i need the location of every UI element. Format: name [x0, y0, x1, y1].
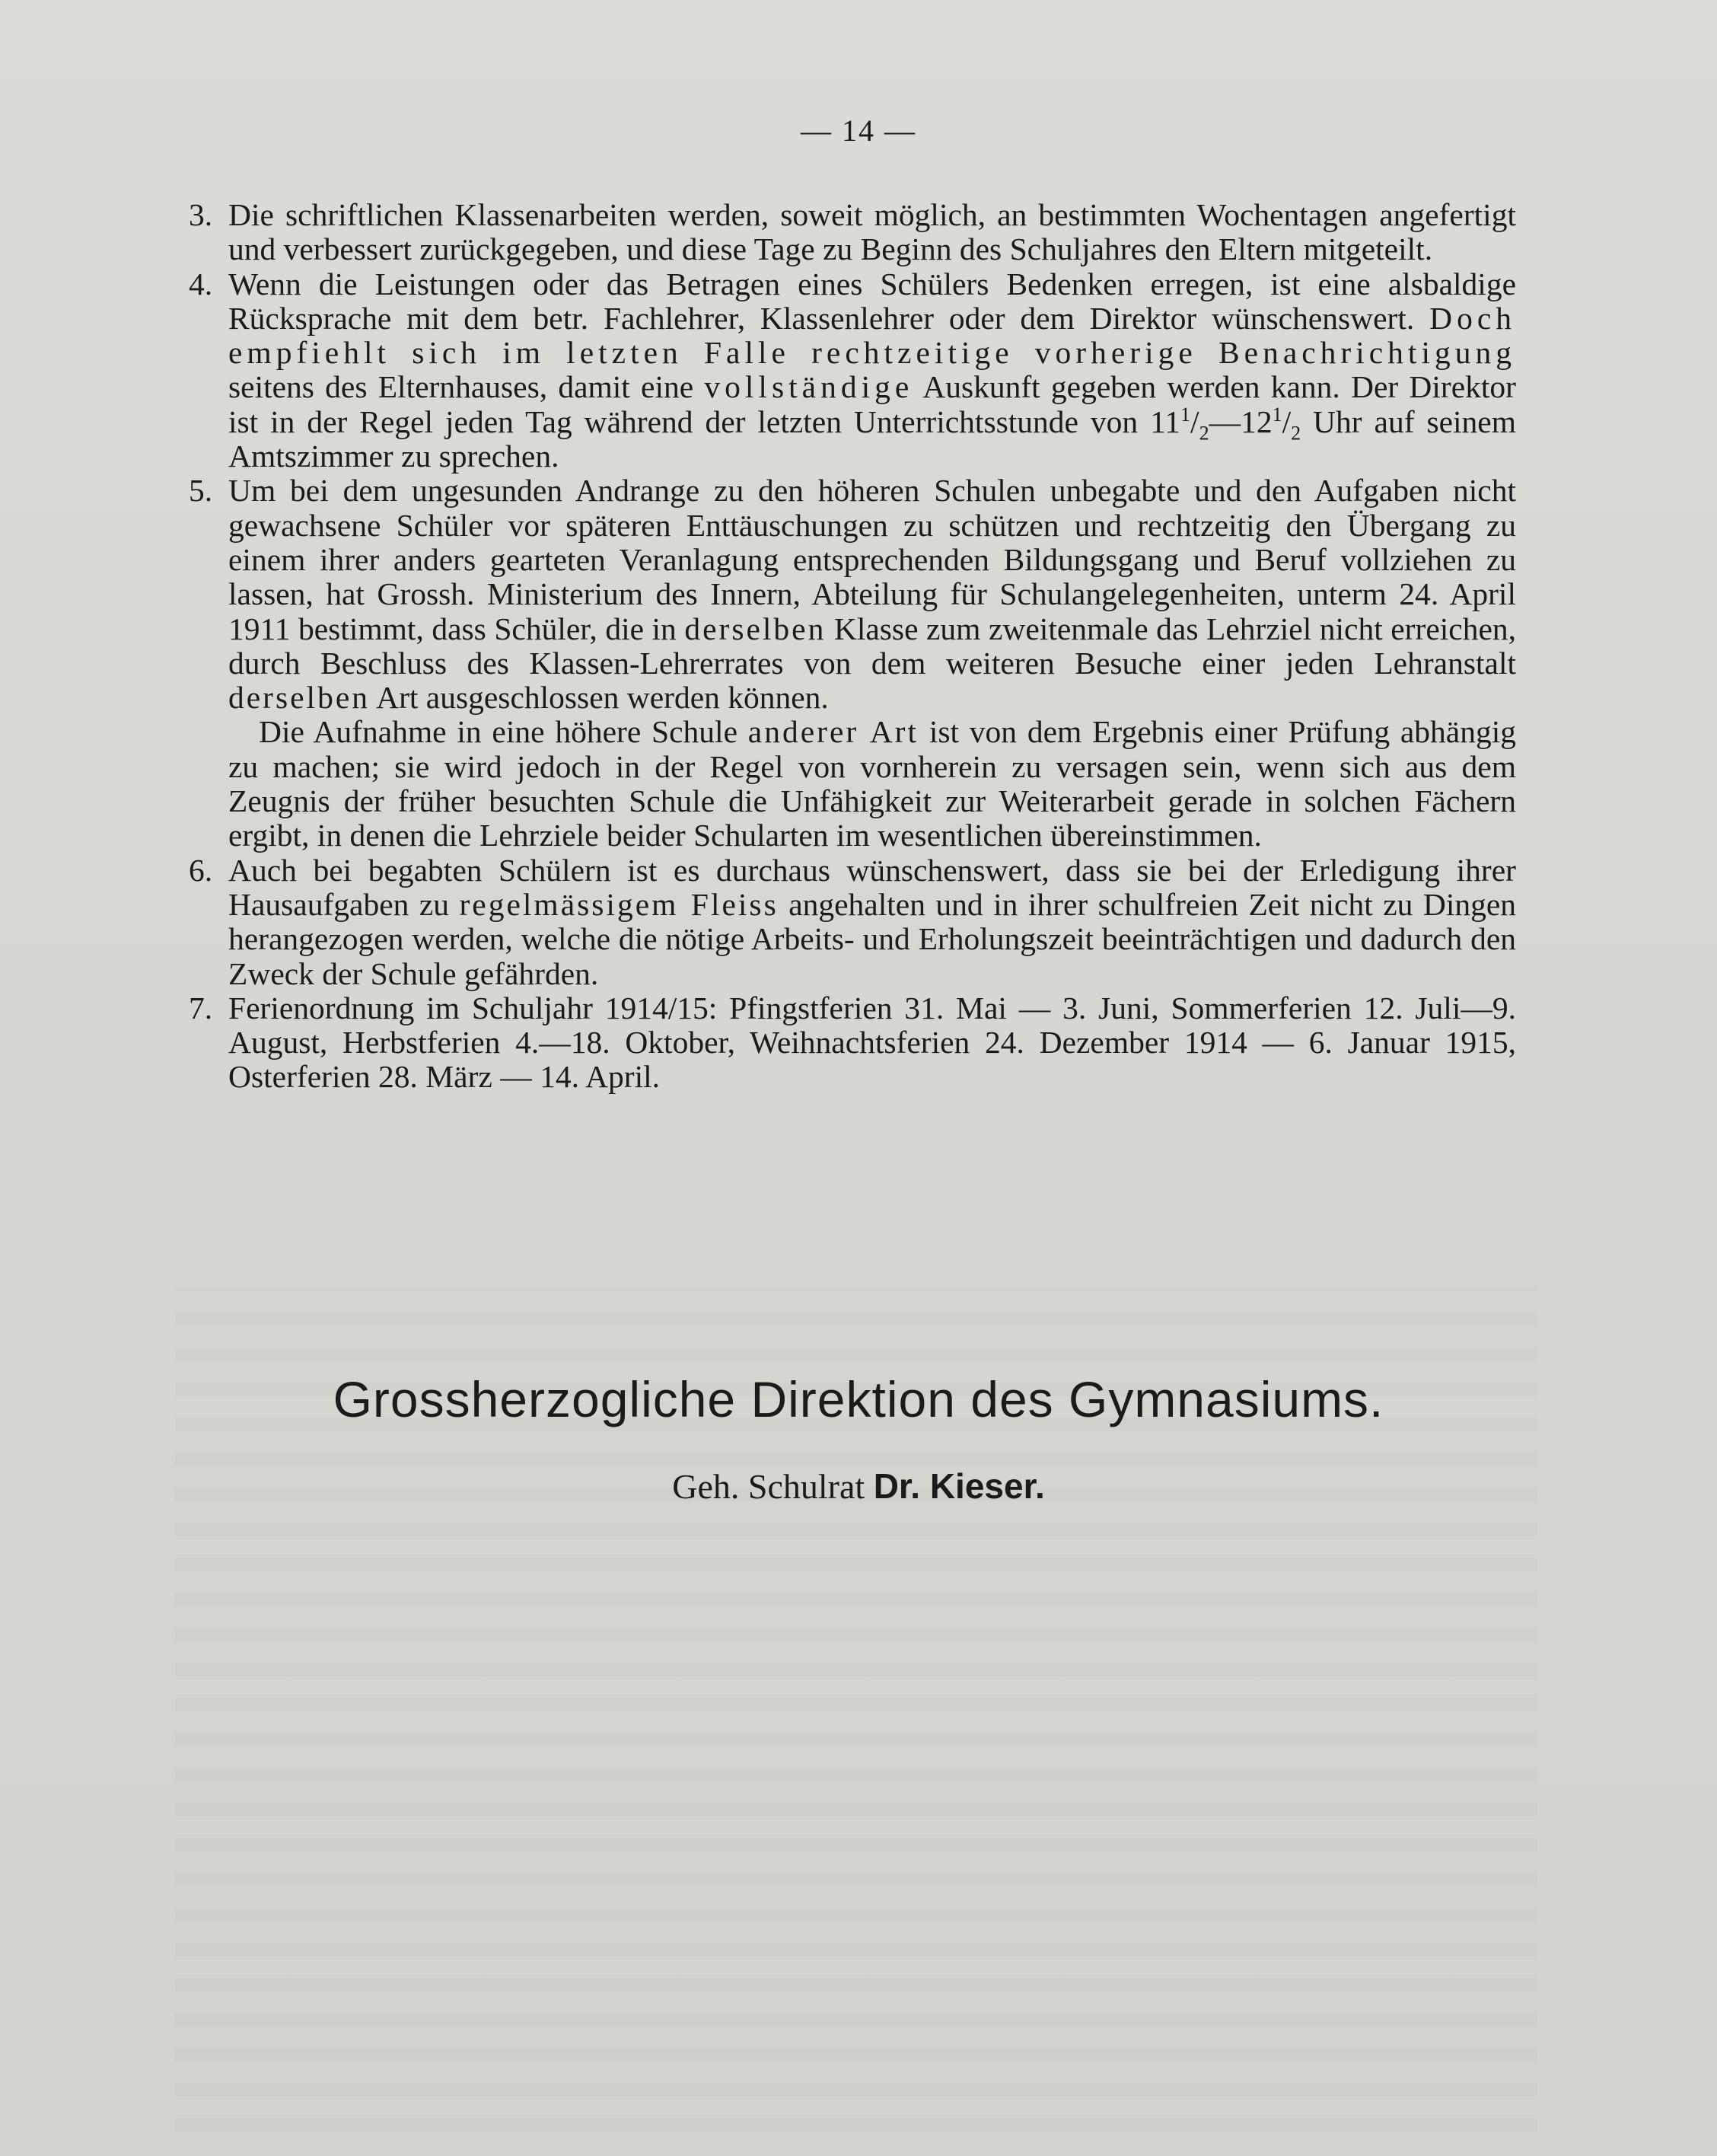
- item-text: [228, 474, 1516, 715]
- item-number: 4.: [189, 266, 213, 301]
- item-5-paragraph-2: [228, 715, 1516, 853]
- time-to-whole: 12: [1241, 403, 1273, 439]
- item-text-part: Klasse zum zweitenmale das Lehrziel nicht erreichen, durch Beschluss des Klassen-Lehrerrates von dem weiteren Besuche einer jeden Lehranstalt: [228, 611, 1516, 681]
- spaced-emphasis: Doch empfiehlt sich im letzten Falle rechtzeitige vorherige Benachrichtigung: [228, 300, 1516, 371]
- time-to-denominator: 2: [1291, 422, 1301, 445]
- item-text-part: ist von dem Ergebnis einer Prüfung abhängig zu machen; sie wird jedoch in der Regel von vornherein zu versagen sein, wenn sich aus dem Zeugnis der früher besuchten Schule die Unfähigkeit zur Weiterarbeit gerade in solchen Fächern ergibt, in denen die Lehrziele beider Schularten im wesentlichen übereinstimmen.: [228, 714, 1516, 853]
- time-range: $11^1/_2—12^1/_2$: [1150, 403, 1301, 445]
- body-text: [189, 198, 1516, 1095]
- item-text: [228, 853, 1516, 991]
- item-text-part: Auch bei begabten Schülern ist es durchaus wünschenswert, dass sie bei der Erledigung ihrer Hausaufgaben zu: [228, 852, 1516, 922]
- signer-name: Dr. Kieser.: [873, 1466, 1045, 1506]
- item-text-part: Art ausgeschlossen werden können.: [376, 680, 829, 716]
- list-item-5: [189, 474, 1516, 715]
- list-item-7: [189, 991, 1516, 1095]
- item-number: 7.: [189, 990, 213, 1025]
- spaced-emphasis: anderer Art: [747, 714, 919, 750]
- list-item-6: [189, 853, 1516, 991]
- signer-prefix: Geh. Schulrat: [672, 1467, 865, 1506]
- item-number: 6.: [189, 852, 213, 888]
- time-from-denominator: 2: [1199, 422, 1209, 445]
- page-number: — 14 —: [801, 113, 916, 148]
- time-from-whole: 11: [1150, 403, 1181, 439]
- item-text-part: Wenn die Leistungen oder das Betragen eines Schülers Bedenken erregen, ist eine alsbaldige Rücksprache mit dem betr. Fachlehrer, Klassenlehrer oder dem Direktor wünschenswert.: [228, 266, 1516, 336]
- item-number: 3.: [189, 197, 213, 232]
- item-text-part: Die Aufnahme in eine höhere Schule: [259, 714, 737, 750]
- item-text-part: angehalten und in ihrer schulfreien Zeit nicht zu Dingen herangezogen werden, welche die nötige Arbeits- und Erholungszeit beeinträchtigen und dadurch den Zweck der Schule gefährden.: [228, 886, 1517, 991]
- item-text: [228, 267, 1516, 474]
- spaced-emphasis: vollständige: [704, 369, 914, 405]
- time-dash: —: [1209, 403, 1241, 439]
- item-text-part: seitens des Elternhauses, damit eine: [228, 369, 694, 405]
- signature-title: Grossherzogliche Direktion des Gymnasiums.: [333, 1371, 1384, 1427]
- time-from-numerator: 1: [1180, 403, 1191, 426]
- spaced-emphasis: derselben: [684, 611, 827, 646]
- time-to-numerator: 1: [1272, 403, 1282, 426]
- spaced-emphasis: derselben: [228, 680, 371, 716]
- list-item-3: [189, 198, 1516, 267]
- item-text-part: Um bei dem ungesunden Andrange zu den höheren Schulen unbegabte und den Aufgaben nicht gewachsene Schüler vor späteren Enttäuschungen zu schützen und rechtzeitig den Übergang zu einem ihrer anders gearteten Veranlagung entsprechenden Bildungsgang und Beruf vollziehen zu lassen, hat Grossh. Ministerium des Innern, Abteilung für Schulangelegenheiten, unterm 24. April 1911 bestimmt, dass Schüler, die in: [228, 473, 1516, 646]
- item-text-part: Uhr auf seinem Amtszimmer zu sprechen.: [228, 403, 1516, 474]
- signer-line: [0, 1466, 1717, 1507]
- list-item-4: [189, 267, 1516, 474]
- item-text: Ferienordnung im Schuljahr 1914/15: Pfingstferien 31. Mai — 3. Juni, Sommerferien 12. Juli—9. August, Herbstferien 4.—18. Oktober, Weihnachtsferien 24. Dezember 1914 — 6. Januar 1915, Osterferien 28. März — 14. April.: [228, 990, 1516, 1095]
- item-text-part: Auskunft gegeben werden kann. Der Direktor ist in der Regel jeden Tag während der letzten Unterrichtsstunde von: [228, 369, 1516, 439]
- spaced-emphasis: regelmässigem Fleiss: [459, 886, 779, 922]
- item-text: Die schriftlichen Klassenarbeiten werden, soweit möglich, an bestimmten Wochentagen angefertigt und verbessert zurückgegeben, und diese Tage zu Beginn des Schuljahres den Eltern mitgeteilt.: [228, 197, 1516, 267]
- item-number: 5.: [189, 473, 213, 509]
